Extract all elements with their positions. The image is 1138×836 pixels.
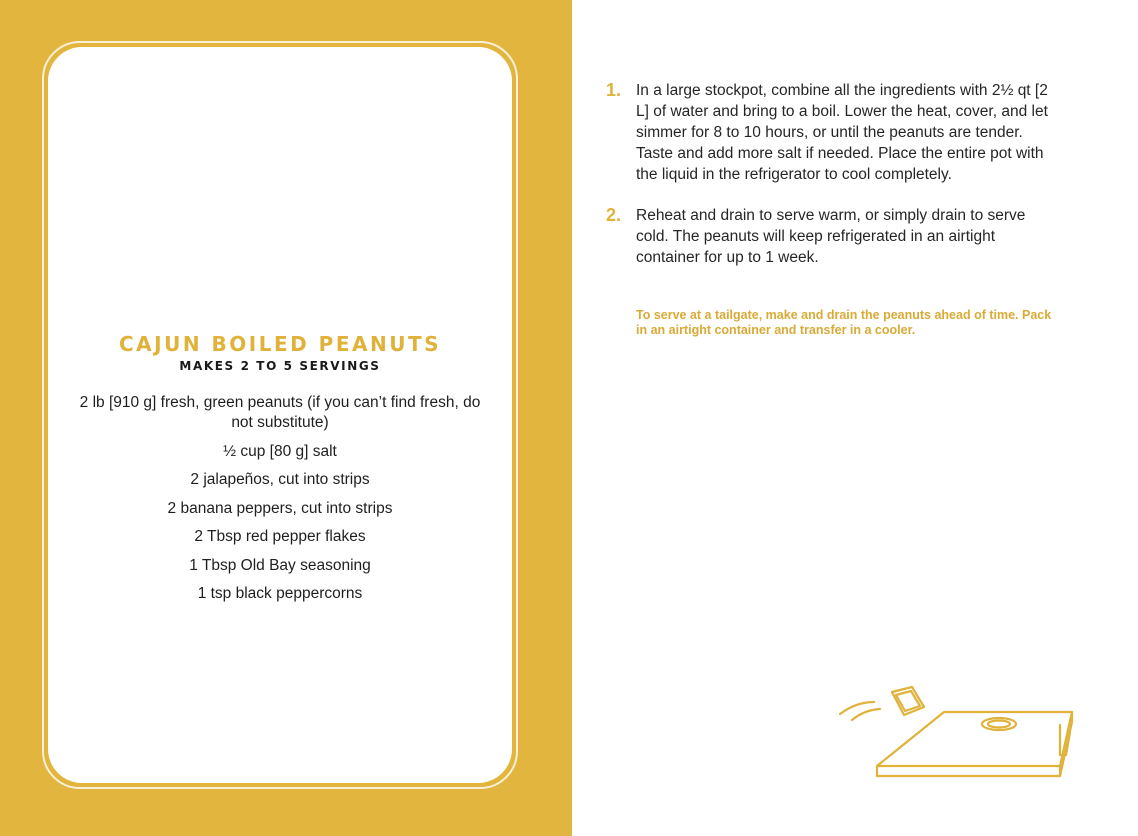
- recipe-card: [48, 47, 512, 783]
- instruction-steps: [606, 80, 1056, 288]
- cornhole-board-icon: [832, 680, 1082, 790]
- step-text: Reheat and drain to serve warm, or simply drain to serve cold. The peanuts will keep refrigerated in an airtight container for up to 1 week.: [636, 207, 1026, 266]
- step-number: 1.: [606, 80, 622, 100]
- step-number: 2.: [606, 205, 622, 225]
- step-text: In a large stockpot, combine all the ingredients with 2½ qt [2 L] of water and bring to a boil. Lower the heat, cover, and let simmer for 8 to 10 hours, or until the peanuts are tender. Taste and add more salt if needed. Place the entire pot with the liquid in the refrigerator to cool completely.: [636, 82, 1048, 183]
- serving-tip: To serve at a tailgate, make and drain the peanuts ahead of time. Pack in an airtight container and transfer in a cooler.: [636, 308, 1052, 337]
- recipe-title: CAJUN BOILED PEANUTS: [118, 332, 442, 356]
- ingredient-item: 2 banana peppers, cut into strips: [167, 499, 393, 517]
- ingredient-item: ½ cup [80 g] salt: [223, 442, 337, 460]
- step-2: [606, 205, 1056, 268]
- step-1: [606, 80, 1056, 185]
- ingredient-item: 2 Tbsp red pepper flakes: [194, 528, 366, 545]
- servings-label: MAKES 2 TO 5 SERVINGS: [179, 359, 381, 373]
- ingredient-item: 1 tsp black peppercorns: [197, 585, 363, 602]
- ingredient-item: 1 Tbsp Old Bay seasoning: [189, 556, 371, 574]
- ingredient-item: 2 lb [910 g] fresh, green peanuts (if you can’t find fresh, do not substitute): [79, 394, 481, 431]
- ingredient-list: [78, 393, 482, 613]
- ingredient-item: 2 jalapeños, cut into strips: [190, 471, 370, 488]
